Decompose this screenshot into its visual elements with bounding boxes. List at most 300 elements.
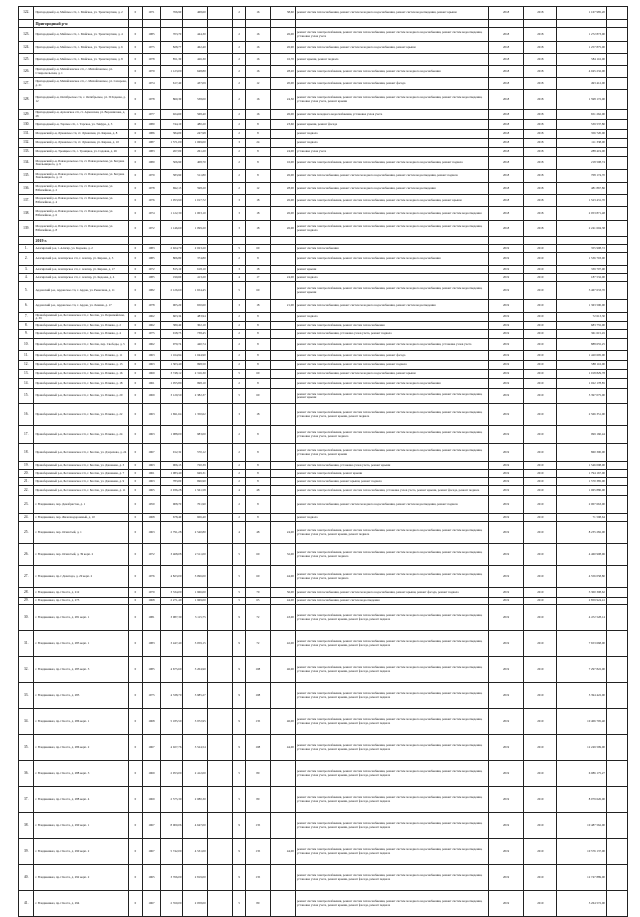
cell-y: 1979 [142, 170, 161, 183]
cell-a: 3 748,12 [161, 370, 183, 379]
cell-p1: 2019 [488, 709, 523, 735]
cell-y: 1972 [142, 544, 161, 566]
cell-y: 1967 [142, 813, 161, 839]
cell-p2: 2019 [524, 282, 557, 300]
cell-h: 23,60 [270, 120, 295, 130]
cell-no: 9. [19, 330, 34, 339]
cell-sum: 1 598 172,00 [557, 90, 607, 110]
cell-h: 56,00 [270, 588, 295, 598]
cell-b: 440,74 [183, 339, 207, 351]
cell-empty [207, 237, 232, 245]
cell-f: 0 [129, 735, 142, 761]
cell-p2: 2019 [524, 496, 557, 514]
cell-addr: г. Владикавказ, пер. Огнистый, д. 1 [34, 522, 129, 544]
cell-addr: Правобережный р-н, Беслановское г/п, г. Беслан, ул. Первомайская, д. 39 [34, 313, 129, 322]
cell-h [270, 245, 295, 253]
cell-b: 413,20 [183, 274, 207, 282]
cell-empty [606, 761, 627, 787]
cell-b [183, 20, 207, 28]
section-row [19, 237, 628, 245]
cell-empty [207, 787, 232, 813]
cell-f: 0 [129, 266, 142, 274]
cell-work: ремонт систем электроснабжения, ремонт систем теплоснабжения, ремонт систем холодного водоснабжения, ремонт систем водоотведения, установка узлов учета, ремонт крыши, ремонт фасада, ремонт подвала [295, 657, 488, 683]
cell-empty [606, 20, 627, 28]
cell-p2: 2019 [524, 361, 557, 370]
cell-f: 0 [129, 221, 142, 237]
cell-h [270, 444, 295, 462]
table-row [19, 657, 628, 683]
cell-p1: 2019 [488, 813, 523, 839]
cell-f [129, 237, 142, 245]
cell-work: ремонт систем электроснабжения, ремонт систем теплоснабжения, ремонт систем холодного водоснабжения, ремонт систем водоотведения [295, 207, 488, 221]
cell-sum: 1 523 431,70 [557, 195, 607, 207]
cell-h: 46,00 [270, 657, 295, 683]
cell-empty [207, 657, 232, 683]
cell-addr: Пригородный р-н, Майское с/п, с. Майское, ул. Транспортная, д. 2 [34, 7, 129, 20]
cell-h: 38,60 [270, 7, 295, 20]
cell-empty [207, 865, 232, 891]
cell-sum: 3 467 633,70 [557, 282, 607, 300]
cell-a: 2 791,28 [161, 522, 183, 544]
cell-no: 2. [19, 253, 34, 266]
cell-y: 1979 [142, 66, 161, 78]
cell-g: 8 [246, 462, 270, 470]
cell-addr: Пригородный р-н, Майское с/п, с. Майское, ул. Транспортная, д. 8 [34, 54, 129, 66]
cell-y: 1985 [142, 657, 161, 683]
cell-b: 2 382,37 [183, 389, 207, 404]
cell-p1: 2019 [488, 339, 523, 351]
cell-y: 1961 [142, 379, 161, 389]
cell-empty [606, 605, 627, 631]
cell-f: 0 [129, 839, 142, 865]
cell-e: 2 [233, 514, 246, 522]
cell-p1: 2019 [488, 496, 523, 514]
cell-f: 0 [129, 28, 142, 42]
register-table [18, 6, 628, 917]
cell-y: 1961 [142, 470, 161, 478]
cell-p2: 2019 [524, 266, 557, 274]
cell-f: 0 [129, 522, 142, 544]
cell-p2: 2018 [524, 183, 557, 195]
cell-addr: г. Владикавказ, пр-т Доватора, д. 29 корп. 2 [34, 566, 129, 588]
cell-y: 1965 [142, 486, 161, 496]
cell-p1: 2019 [488, 514, 523, 522]
cell-y: 1963 [142, 462, 161, 470]
cell-work: ремонт систем электроснабжения, ремонт систем теплоснабжения, ремонт систем холодного водоснабжения, ремонт систем водоотведения, ремонт подвала [295, 221, 488, 237]
cell-empty [207, 110, 232, 120]
cell-y: 1985 [142, 253, 161, 266]
cell-p1: 2018 [488, 66, 523, 78]
cell-e: 3 [233, 404, 246, 426]
cell-sum: 72 613,30 [557, 313, 607, 322]
cell-a: 2 126,60 [161, 282, 183, 300]
cell-g: 108 [246, 657, 270, 683]
cell-empty [207, 514, 232, 522]
cell-sum: 4 460 908,96 [557, 544, 607, 566]
cell-empty [207, 266, 232, 274]
table-row [19, 787, 628, 813]
cell-g: 18 [246, 300, 270, 313]
cell-f: 0 [129, 282, 142, 300]
cell-e: 2 [233, 148, 246, 157]
cell-e: 2 [233, 444, 246, 462]
cell-e: 2 [233, 462, 246, 470]
cell-f: 0 [129, 322, 142, 330]
cell-addr: г. Владикавказ, пр-т Коста, д. 283 корп. 1 [34, 631, 129, 657]
cell-b: 4 647,00 [183, 813, 207, 839]
table-row [19, 139, 628, 148]
cell-sum: 8 079 626,00 [557, 787, 607, 813]
cell-f: 0 [129, 761, 142, 787]
cell-empty [606, 157, 627, 170]
cell-b: 2 540,80 [183, 522, 207, 544]
cell-empty [207, 221, 232, 237]
cell-p1 [488, 237, 523, 245]
cell-no: 14. [19, 379, 34, 389]
cell-empty [606, 253, 627, 266]
cell-y: 1969 [142, 761, 161, 787]
cell-addr: г. Владикавказ, пр-т Коста, д. 288 корп. 4 [34, 787, 129, 813]
table-row [19, 478, 628, 486]
cell-b: 1 044,90 [183, 351, 207, 361]
cell-y: 1977 [142, 110, 161, 120]
cell-sum: 4 045 232,00 [557, 66, 607, 78]
cell-g: 18 [246, 266, 270, 274]
cell-empty [207, 313, 232, 322]
cell-e: 2 [233, 157, 246, 170]
cell-h [270, 339, 295, 351]
cell-empty [606, 588, 627, 598]
cell-p2: 2019 [524, 598, 557, 605]
cell-y: 1978 [142, 54, 161, 66]
cell-e: 9 [233, 657, 246, 683]
cell-empty [606, 110, 627, 120]
cell-e: 5 [233, 389, 246, 404]
cell-h [270, 865, 295, 891]
cell-a: 3 447,40 [161, 631, 183, 657]
cell-p2: 2018 [524, 54, 557, 66]
cell-p1: 2018 [488, 28, 523, 42]
cell-a: 1 083,40 [161, 470, 183, 478]
cell-work: ремонт систем теплоснабжения [295, 245, 488, 253]
cell-e: 2 [233, 130, 246, 139]
cell-e: 2 [233, 78, 246, 90]
cell-empty [606, 66, 627, 78]
cell-addr: Правобережный р-н, Беслановское г/п, г. Беслан, ул. Джанаева, д. 11 [34, 486, 129, 496]
cell-e: 2 [233, 496, 246, 514]
cell-g: 108 [246, 735, 270, 761]
cell-sum: 1 570 385,00 [557, 478, 607, 486]
table-row [19, 313, 628, 322]
cell-b: 606,40 [183, 514, 207, 522]
cell-work: ремонт систем электроснабжения, ремонт систем теплоснабжения, ремонт систем холодного водоснабжения, ремонт систем водоотведения, ремонт крыши [295, 282, 488, 300]
cell-empty [606, 865, 627, 891]
cell-g: 8 [246, 330, 270, 339]
cell-b: 1 069,00 [183, 139, 207, 148]
cell-work: ремонт подвала [295, 274, 488, 282]
cell-empty [606, 339, 627, 351]
table-row [19, 207, 628, 221]
cell-p2: 2019 [524, 761, 557, 787]
cell-empty [606, 54, 627, 66]
cell-h: 32,00 [270, 544, 295, 566]
cell-h [270, 237, 295, 245]
cell-empty [606, 78, 627, 90]
cell-empty [606, 787, 627, 813]
cell-b: 538,00 [183, 90, 207, 110]
cell-h [270, 514, 295, 522]
cell-b: 437,09 [183, 78, 207, 90]
cell-p1: 2019 [488, 282, 523, 300]
cell-e: 5 [233, 566, 246, 588]
cell-empty [207, 20, 232, 28]
cell-p2: 2019 [524, 462, 557, 470]
table-row [19, 605, 628, 631]
cell-g: 80 [246, 761, 270, 787]
cell-y: 1963 [142, 522, 161, 544]
cell-sum: 1 794 167,00 [557, 470, 607, 478]
cell-g: 18 [246, 221, 270, 237]
cell-g: 72 [246, 605, 270, 631]
cell-p1: 2018 [488, 183, 523, 195]
cell-p2: 2019 [524, 865, 557, 891]
cell-work: ремонт систем теплоснабжения, ремонт систем водоотведения [295, 598, 488, 605]
table-row [19, 735, 628, 761]
cell-p1: 2019 [488, 544, 523, 566]
cell-p2: 2019 [524, 245, 557, 253]
table-row [19, 253, 628, 266]
cell-addr: Правобережный р-н, Беслановское г/п, г. Беслан, ул. Плиева, д. 24 [34, 426, 129, 444]
cell-e: 2 [233, 90, 246, 110]
cell-no: 5. [19, 282, 34, 300]
cell-empty [606, 90, 627, 110]
cell-work: ремонт систем теплоснабжения, установка узлов учета, ремонт подвала [295, 330, 488, 339]
cell-empty [606, 478, 627, 486]
cell-p1: 2019 [488, 839, 523, 865]
cell-empty [207, 7, 232, 20]
cell-p1: 2018 [488, 207, 523, 221]
cell-p1: 2019 [488, 787, 523, 813]
cell-p2: 2019 [524, 657, 557, 683]
cell-p1: 2018 [488, 110, 523, 120]
cell-empty [606, 389, 627, 404]
cell-a: 766,90 [161, 7, 183, 20]
cell-g: 60 [246, 282, 270, 300]
cell-h: 24,00 [270, 274, 295, 282]
cell-p2: 2019 [524, 544, 557, 566]
cell-f: 0 [129, 42, 142, 54]
cell-addr: г. Владикавказ, пр-т Коста, д. 286 корп. 2 [34, 735, 129, 761]
cell-no: 3. [19, 266, 34, 274]
cell-empty [606, 379, 627, 389]
cell-empty [207, 195, 232, 207]
cell-p1: 2019 [488, 522, 523, 544]
table-row [19, 370, 628, 379]
cell-work: ремонт систем электроснабжения, ремонт систем теплоснабжения, ремонт систем холодного водоснабжения, ремонт систем водоотведения, установка узлов учета, ремонт крыши, ремонт фасада, ремонт подвала [295, 735, 488, 761]
cell-work: ремонт систем электроснабжения, ремонт систем теплоснабжения, ремонт систем холодного водоснабжения, ремонт подвала [295, 157, 488, 170]
cell-h [270, 787, 295, 813]
cell-empty [207, 207, 232, 221]
cell-g: 18 [246, 404, 270, 426]
cell-h [270, 361, 295, 370]
table-row [19, 891, 628, 917]
cell-g: 80 [246, 891, 270, 917]
cell-empty [207, 709, 232, 735]
cell-p2: 2019 [524, 514, 557, 522]
cell-empty [606, 322, 627, 330]
table-row [19, 426, 628, 444]
cell-sum: 4 556 058,80 [557, 566, 607, 588]
cell-sum: 356 720,00 [557, 130, 607, 139]
cell-p2: 2018 [524, 148, 557, 157]
cell-addr: Алагирский р-н, Алагирское с/п, г. Алагир, ул. Кодоева, д. 4 [34, 274, 129, 282]
cell-empty [207, 183, 232, 195]
cell-addr: Моздокский р-н, Троицкое с/п, с. Троицкое, ул. Садовая, д. 26 [34, 148, 129, 157]
cell-p2: 2018 [524, 110, 557, 120]
cell-empty [606, 735, 627, 761]
cell-g: 48 [246, 522, 270, 544]
table-row [19, 195, 628, 207]
cell-work: ремонт систем теплоснабжения, ремонт крыши, ремонт подвала [295, 478, 488, 486]
cell-f: 0 [129, 598, 142, 605]
cell-g: 8 [246, 120, 270, 130]
cell-b: 1 099,20 [183, 221, 207, 237]
cell-f: 0 [129, 462, 142, 470]
cell-p1: 2019 [488, 462, 523, 470]
cell-empty [207, 54, 232, 66]
cell-sum: 4 472 528,14 [557, 605, 607, 631]
cell-addr: Алагирский р-н, Алагирское с/п, г. Алагир, ул. Кирова, д. 3 [34, 253, 129, 266]
cell-y: 1967 [142, 839, 161, 865]
cell-y: 1969 [142, 370, 161, 379]
table-row [19, 274, 628, 282]
cell-work: ремонт систем электроснабжения, ремонт систем теплоснабжения, ремонт систем холодного водоснабжения, ремонт систем водоотведения, установка узлов учета, ремонт крыши, ремонт фасада, ремонт подвала [295, 631, 488, 657]
cell-work: ремонт систем электроснабжения, ремонт систем теплоснабжения, ремонт систем холодного водоснабжения, ремонт систем водоотведения, установка узлов учета [295, 28, 488, 42]
cell-b: 650,60 [183, 300, 207, 313]
cell-y: 1979 [142, 588, 161, 598]
table-row [19, 170, 628, 183]
cell-addr: Моздокский р-н, Павлодольское с/п, ст. Павлодольская, ул. Юбилейная, д. 2 [34, 183, 129, 195]
section-row [19, 20, 628, 28]
cell-g: 18 [246, 195, 270, 207]
cell-y: 1968 [142, 514, 161, 522]
cell-work: ремонт систем электроснабжения, ремонт систем теплоснабжения, ремонт систем холодного водоснабжения [295, 66, 488, 78]
cell-a: 1 055,80 [161, 379, 183, 389]
cell-h [270, 313, 295, 322]
cell-addr: Моздокский р-н, Павлодольское с/п, ст. Павлодольская, ул. Юбилейная, д. 6 [34, 207, 129, 221]
cell-sum: 218 508,74 [557, 157, 607, 170]
cell-y: 1963 [142, 351, 161, 361]
cell-b: 1 654,45 [183, 282, 207, 300]
cell-sum: 539 537,80 [557, 120, 607, 130]
cell-sum: 361 615,45 [557, 330, 607, 339]
cell-empty [207, 339, 232, 351]
cell-y: 1981 [142, 605, 161, 631]
table-row [19, 709, 628, 735]
cell-empty [606, 120, 627, 130]
cell-p1: 2019 [488, 330, 523, 339]
cell-sum: 187 532,00 [557, 274, 607, 282]
cell-y: 1983 [142, 631, 161, 657]
cell-e: 2 [233, 330, 246, 339]
cell-h [270, 253, 295, 266]
cell-sum: 651 262,00 [557, 110, 607, 120]
cell-f: 0 [129, 330, 142, 339]
cell-b: 1 561,58 [183, 486, 207, 496]
cell-empty [207, 478, 232, 486]
cell-g [246, 237, 270, 245]
cell-b: 2 058,00 [183, 891, 207, 917]
cell-empty [606, 566, 627, 588]
cell-f: 0 [129, 379, 142, 389]
cell-f [129, 20, 142, 28]
table-row [19, 322, 628, 330]
cell-y: 1974 [142, 78, 161, 90]
cell-p2: 2018 [524, 7, 557, 20]
cell-work: ремонт систем электроснабжения, ремонт систем теплоснабжения, ремонт систем холодного водоснабжения, ремонт систем водоотведения, установка узлов учета, ремонт крыши, ремонт фасада, ремонт подвала [295, 605, 488, 631]
cell-addr: Пригородный р-н, Тарское с/п, с. Тарское, ул. Тимура, д. 3 [34, 120, 129, 130]
cell-h: 44,00 [270, 598, 295, 605]
cell-a: 783,00 [161, 478, 183, 486]
cell-work: ремонт систем электроснабжения, ремонт систем теплоснабжения, ремонт фасада [295, 351, 488, 361]
cell-addr: г. Владикавказ, пр-т Коста, д. 288 корп. 3 [34, 761, 129, 787]
cell-b: 374,80 [183, 253, 207, 266]
cell-h: 16,70 [270, 54, 295, 66]
cell-g: 60 [246, 389, 270, 404]
cell-empty [606, 514, 627, 522]
cell-g: 48 [246, 486, 270, 496]
table-row [19, 496, 628, 514]
cell-p1: 2019 [488, 470, 523, 478]
cell-empty [207, 389, 232, 404]
cell-f: 0 [129, 514, 142, 522]
cell-sum: 111 338,00 [557, 139, 607, 148]
cell-sum: 288 419,00 [557, 148, 607, 157]
cell-h: 20,00 [270, 78, 295, 90]
cell-work: ремонт систем теплоснабжения, ремонт систем холодного водоснабжения, ремонт систем водоотведения, ремонт подвала [295, 170, 488, 183]
cell-y: 1972 [142, 221, 161, 237]
cell-p1: 2019 [488, 379, 523, 389]
cell-p2: 2019 [524, 404, 557, 426]
cell-sum: 1 546 098,00 [557, 462, 607, 470]
cell-y: 1967 [142, 735, 161, 761]
cell-p2: 2019 [524, 322, 557, 330]
cell-h: 24,00 [270, 522, 295, 544]
cell-no: 138. [19, 207, 34, 221]
cell-empty [207, 370, 232, 379]
cell-f: 0 [129, 426, 142, 444]
cell-empty [606, 221, 627, 237]
cell-p2: 2019 [524, 444, 557, 462]
table-row [19, 300, 628, 313]
cell-p1: 2018 [488, 157, 523, 170]
cell-y: 1987 [142, 139, 161, 148]
cell-addr: Правобережный р-н, Беслановское г/п, г. Беслан, ул. Плиева, д. 13 [34, 361, 129, 370]
cell-e [233, 20, 246, 28]
table-row [19, 839, 628, 865]
cell-p1: 2018 [488, 90, 523, 110]
cell-a: 1 088,00 [161, 426, 183, 444]
cell-y: 1962 [142, 322, 161, 330]
cell-no: 139. [19, 221, 34, 237]
cell-empty [207, 130, 232, 139]
cell-work: ремонт систем электроснабжения, ремонт систем теплоснабжения, ремонт систем холодного водоснабжения [295, 379, 488, 389]
cell-work: ремонт систем электроснабжения, ремонт систем теплоснабжения, ремонт систем холодного водоснабжения, ремонт систем водоотведения, установка узлов учета, ремонт крыши, ремонт подвала [295, 522, 488, 544]
cell-sum: 71 598,64 [557, 514, 607, 522]
cell-addr: г. Владикавказ, пер. Огнистый, д. 39 корп. 2 [34, 544, 129, 566]
cell-no: 15. [19, 389, 34, 404]
cell-b: 720,39 [183, 462, 207, 470]
